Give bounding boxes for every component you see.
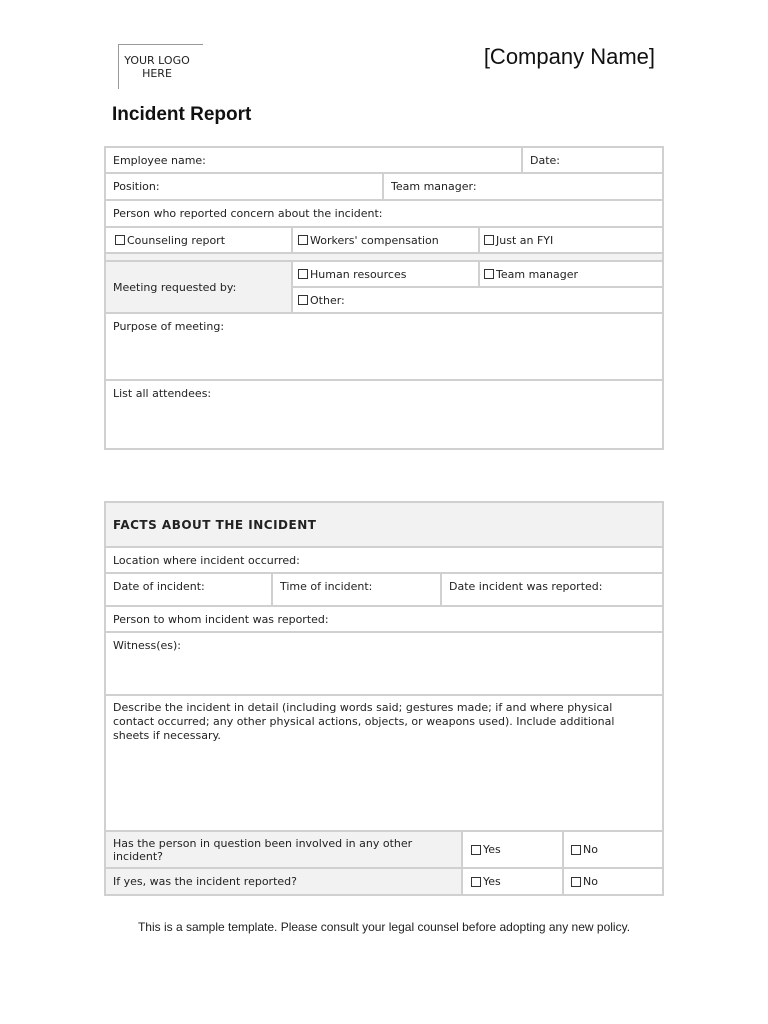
position-label: Position: [113,180,160,193]
human-resources-label: Human resources [310,267,407,281]
involved-yes-checkbox[interactable] [471,845,481,855]
location-field[interactable] [106,548,662,572]
just-fyi-label: Just an FYI [496,233,554,247]
location-label: Location where incident occurred: [113,553,300,567]
date-field[interactable] [523,148,662,172]
involved-other-label: Has the person in question been involved in any other incident? [113,836,413,863]
date-label: Date: [530,153,560,167]
purpose-of-meeting-label: Purpose of meeting: [113,320,225,333]
counseling-report-option[interactable] [106,228,291,252]
date-of-incident-field[interactable] [106,574,271,605]
time-of-incident-label: Time of incident: [280,580,373,593]
purpose-of-meeting-field[interactable] [106,314,662,379]
reported-yes-label: Yes [483,875,501,888]
workers-compensation-checkbox[interactable] [298,235,308,245]
logo-placeholder [118,44,203,89]
just-fyi-checkbox[interactable] [484,235,494,245]
counseling-report-label: Counseling report [127,233,226,247]
just-fyi-option[interactable] [480,228,662,252]
witnesses-label: Witness(es): [113,639,181,652]
employee-name-field[interactable] [106,148,521,172]
meeting-requested-label-cell [106,262,291,312]
attendees-field[interactable] [106,381,662,448]
facts-heading-text: FACTS ABOUT THE INCIDENT [113,517,317,532]
incident-form-section [104,146,664,450]
involved-no-option[interactable] [564,832,662,867]
team-manager-option[interactable] [480,262,662,286]
involved-other-question [106,832,461,867]
reported-question [106,869,461,894]
other-checkbox[interactable] [298,295,308,305]
person-to-whom-label: Person to whom incident was reported: [113,612,329,626]
facts-section [104,501,664,896]
page-title: Incident Report [112,104,252,125]
reported-no-checkbox[interactable] [571,877,581,887]
attendees-label: List all attendees: [113,387,212,400]
time-of-incident-field[interactable] [273,574,440,605]
person-to-whom-field[interactable] [106,607,662,631]
workers-compensation-label: Workers' compensation [310,233,439,247]
company-name: [Company Name] [483,44,655,69]
team-manager-field[interactable] [384,174,662,199]
involved-no-label: No [583,843,598,856]
date-reported-label: Date incident was reported: [449,580,603,593]
date-of-incident-label: Date of incident: [113,580,205,593]
position-field[interactable] [106,174,382,199]
person-reported-label: Person who reported concern about the incident: [113,207,383,220]
footer-disclaimer: This is a sample template. Please consult your legal counsel before adopting any new policy. [137,920,631,934]
reported-yes-checkbox[interactable] [471,877,481,887]
reported-no-label: No [583,875,598,888]
describe-incident-field[interactable] [106,696,662,830]
other-label: Other: [310,293,345,307]
involved-no-checkbox[interactable] [571,845,581,855]
human-resources-checkbox[interactable] [298,269,308,279]
witnesses-field[interactable] [106,633,662,694]
employee-name-label: Employee name: [113,153,206,167]
workers-compensation-option[interactable] [293,228,478,252]
other-option[interactable] [293,288,662,312]
team-manager-label: Team manager: [391,180,477,193]
human-resources-option[interactable] [293,262,478,286]
meeting-requested-label: Meeting requested by: [113,280,237,294]
describe-incident-label: Describe the incident in detail (including words said; gestures made; if and where physical contact occurred; any other physical actions, objects, or weapons used). Include additional sheets if necessary. [113,701,615,742]
counseling-report-checkbox[interactable] [115,235,125,245]
involved-yes-label: Yes [483,843,501,856]
if-yes-reported-label: If yes, was the incident reported? [113,875,297,888]
facts-heading [106,503,662,546]
reported-yes-option[interactable] [463,869,562,894]
date-reported-field[interactable] [442,574,662,605]
team-manager-option-label: Team manager [496,267,579,281]
team-manager-checkbox[interactable] [484,269,494,279]
reported-no-option[interactable] [564,869,662,894]
person-reported-field[interactable] [106,201,662,226]
involved-yes-option[interactable] [463,832,562,867]
logo-text: YOUR LOGO HERE [124,54,190,80]
